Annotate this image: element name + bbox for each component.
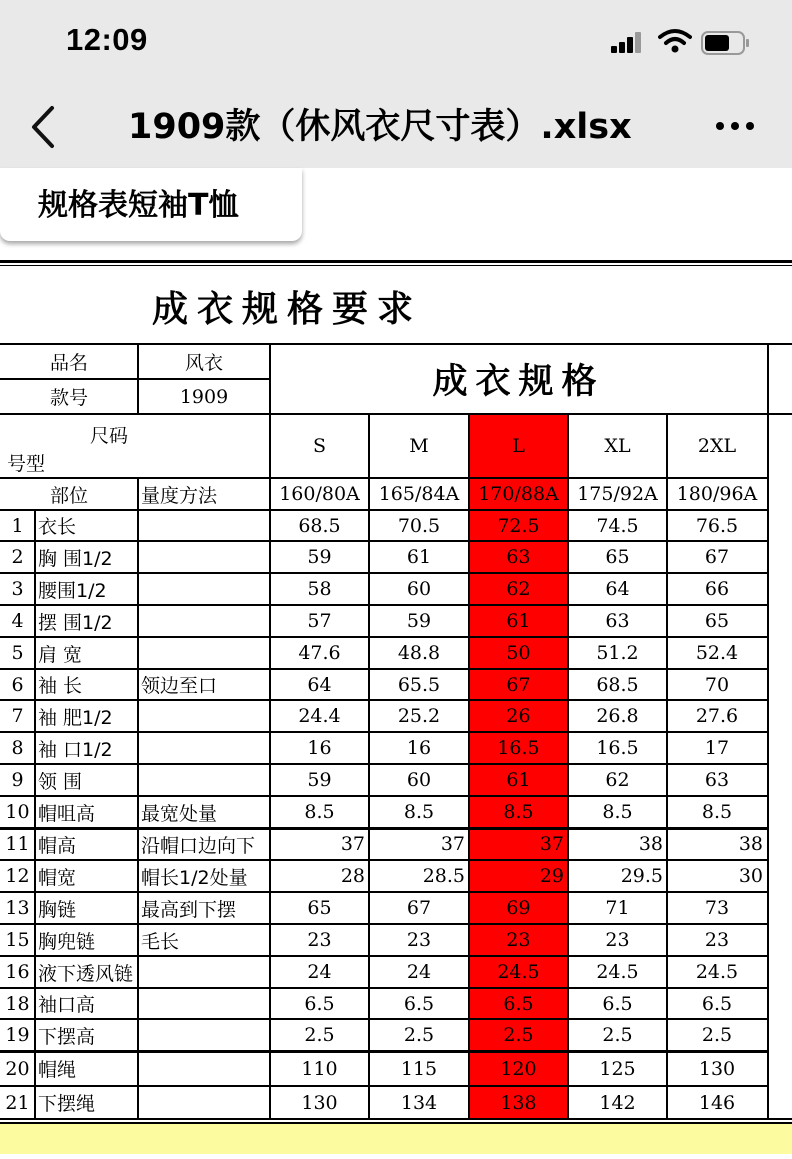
size-value-M[interactable]: 59 xyxy=(406,610,432,632)
size-value-M[interactable]: 2.5 xyxy=(403,1024,435,1046)
grid-line xyxy=(0,795,767,797)
size-value-S[interactable]: 64 xyxy=(307,673,332,696)
grid-line xyxy=(0,1085,767,1087)
size-value-2XL[interactable]: 30 xyxy=(738,865,763,887)
part-name[interactable]: 下摆绳 xyxy=(38,1093,96,1115)
size-value-S[interactable]: 59 xyxy=(307,769,332,791)
product-name-value[interactable]: 风衣 xyxy=(184,352,223,374)
measure-method[interactable] xyxy=(138,700,270,732)
grid-line xyxy=(468,414,470,1119)
size-value-XL[interactable]: 63 xyxy=(605,610,630,632)
measure-method[interactable] xyxy=(138,605,270,637)
size-value-M[interactable]: 65.5 xyxy=(397,673,441,696)
size-value-M[interactable]: 37 xyxy=(440,833,465,855)
size-value-L[interactable]: 29 xyxy=(539,865,564,887)
size-value-XL[interactable]: 38 xyxy=(638,833,663,855)
size-value-2XL[interactable]: 52.4 xyxy=(695,642,739,664)
size-value-M[interactable]: 70.5 xyxy=(397,514,441,537)
size-value-S[interactable]: 8.5 xyxy=(304,801,335,823)
size-value-S[interactable]: 58 xyxy=(307,578,332,600)
size-value-L[interactable]: 61 xyxy=(506,610,531,632)
size-value-S[interactable]: 24 xyxy=(307,961,332,983)
part-name[interactable]: 帽绳 xyxy=(38,1059,77,1081)
measure-method[interactable] xyxy=(138,988,270,1019)
part-label[interactable]: 部位 xyxy=(49,484,88,507)
size-value-XL[interactable]: 125 xyxy=(599,1057,636,1080)
size-value-L[interactable]: 138 xyxy=(500,1091,537,1114)
size-value-L[interactable]: 23 xyxy=(506,929,531,951)
size-value-XL[interactable]: 71 xyxy=(605,897,630,919)
part-name[interactable]: 帽咀高 xyxy=(38,802,96,825)
row-number[interactable]: 10 xyxy=(5,801,30,823)
part-name[interactable]: 胸兜链 xyxy=(38,930,96,953)
size-value-2XL[interactable]: 23 xyxy=(704,929,730,951)
row-number[interactable]: 15 xyxy=(5,929,30,951)
row-number[interactable]: 20 xyxy=(5,1057,30,1080)
grid-line xyxy=(368,414,370,1119)
size-value-M[interactable]: 28.5 xyxy=(422,865,465,887)
size-value-XL[interactable]: 65 xyxy=(605,546,630,568)
size-value-L[interactable]: 62 xyxy=(506,578,531,600)
grid-line xyxy=(0,827,767,830)
size-value-XL[interactable]: 68.5 xyxy=(596,673,639,696)
part-name[interactable]: 下摆高 xyxy=(38,1025,96,1048)
size-value-M[interactable]: 67 xyxy=(406,897,432,919)
part-name[interactable]: 帽高 xyxy=(38,834,77,857)
row-number[interactable]: 18 xyxy=(5,992,30,1015)
measure-method[interactable] xyxy=(138,764,270,796)
measure-method[interactable]: 最宽处量 xyxy=(141,802,218,825)
sheet-title: 成衣规格要求 xyxy=(152,289,423,330)
measure-method[interactable]: 帽长1/2处量 xyxy=(141,866,248,889)
measure-method[interactable] xyxy=(138,1051,270,1086)
row-number[interactable]: 11 xyxy=(5,833,30,855)
measure-method[interactable]: 最高到下摆 xyxy=(141,898,237,921)
body-type-S[interactable]: 160/80A xyxy=(279,483,360,505)
measure-method[interactable] xyxy=(138,541,270,573)
row-number[interactable]: 6 xyxy=(11,673,24,696)
row-number[interactable]: 12 xyxy=(5,865,30,887)
method-label[interactable]: 量度方法 xyxy=(141,484,218,507)
row-number[interactable]: 1 xyxy=(11,514,24,537)
body-type-L[interactable]: 170/88A xyxy=(478,483,559,505)
size-value-2XL[interactable]: 6.5 xyxy=(701,992,733,1015)
size-value-S[interactable]: 65 xyxy=(307,897,332,919)
row-number[interactable]: 7 xyxy=(11,705,24,727)
spec-header[interactable]: 成衣规格 xyxy=(432,362,605,402)
grid-line xyxy=(0,1018,767,1020)
measure-method[interactable] xyxy=(138,1086,270,1119)
measure-method[interactable] xyxy=(138,637,270,669)
size-value-XL[interactable]: 26.8 xyxy=(596,705,639,727)
measure-method[interactable] xyxy=(138,573,270,605)
size-value-S[interactable]: 2.5 xyxy=(304,1024,335,1046)
size-value-S[interactable]: 68.5 xyxy=(298,514,341,537)
size-label[interactable]: 尺码 xyxy=(89,424,128,447)
size-M[interactable]: M xyxy=(409,435,429,457)
grid-line xyxy=(567,414,569,1119)
size-value-L[interactable]: 37 xyxy=(539,833,564,855)
size-value-M[interactable]: 60 xyxy=(406,769,432,791)
size-value-M[interactable]: 61 xyxy=(406,546,432,568)
part-name[interactable]: 袖口高 xyxy=(38,994,96,1016)
size-value-XL[interactable]: 24.5 xyxy=(596,961,639,983)
size-value-M[interactable]: 60 xyxy=(406,578,432,600)
part-name[interactable]: 胸链 xyxy=(38,898,77,921)
body-type-XL[interactable]: 175/92A xyxy=(577,483,658,505)
size-value-M[interactable]: 8.5 xyxy=(403,801,435,823)
measure-method[interactable] xyxy=(138,510,270,541)
yellow-footer-row xyxy=(0,1122,792,1154)
part-name[interactable]: 袖 长 xyxy=(38,675,83,697)
size-value-S[interactable]: 130 xyxy=(301,1091,338,1114)
size-value-2XL[interactable]: 70 xyxy=(704,673,730,696)
size-value-L[interactable]: 6.5 xyxy=(503,992,534,1015)
row-number[interactable]: 13 xyxy=(5,897,30,919)
grid-line xyxy=(0,636,767,638)
grid-line xyxy=(0,477,270,479)
part-name[interactable]: 摆 围1/2 xyxy=(38,611,113,634)
size-value-L[interactable]: 69 xyxy=(506,897,531,919)
size-2XL[interactable]: 2XL xyxy=(697,435,737,457)
size-value-L[interactable]: 61 xyxy=(506,769,531,791)
size-XL[interactable]: XL xyxy=(604,435,631,457)
grid-line xyxy=(0,731,767,733)
grid-line xyxy=(0,891,767,893)
size-value-XL[interactable]: 6.5 xyxy=(602,992,633,1015)
size-value-M[interactable]: 48.8 xyxy=(397,642,441,664)
measure-method[interactable] xyxy=(138,1019,270,1051)
size-value-L[interactable]: 120 xyxy=(500,1057,537,1080)
style-no-value[interactable]: 1909 xyxy=(179,385,229,408)
part-name[interactable]: 领 围 xyxy=(38,770,83,793)
size-value-2XL[interactable]: 66 xyxy=(704,578,730,600)
size-value-L[interactable]: 24.5 xyxy=(497,961,540,983)
divider xyxy=(0,260,792,263)
grid-line xyxy=(0,668,767,670)
measure-method[interactable]: 领边至口 xyxy=(141,675,218,697)
grid-line xyxy=(0,699,767,701)
grid-line xyxy=(0,343,792,345)
size-value-S[interactable]: 24.4 xyxy=(298,705,341,727)
part-name[interactable]: 袖 口1/2 xyxy=(38,738,113,761)
size-value-S[interactable]: 110 xyxy=(301,1057,338,1080)
size-value-L[interactable]: 72.5 xyxy=(497,514,540,537)
size-value-2XL[interactable]: 17 xyxy=(704,737,730,759)
size-value-S[interactable]: 28 xyxy=(340,865,365,887)
size-value-XL[interactable]: 23 xyxy=(605,929,630,951)
size-value-M[interactable]: 16 xyxy=(406,737,432,759)
measure-method[interactable]: 沿帽口边向下 xyxy=(141,834,256,857)
grid-line xyxy=(137,344,139,414)
size-value-XL[interactable]: 16.5 xyxy=(596,737,639,759)
size-value-2XL[interactable]: 8.5 xyxy=(701,801,733,823)
measure-method[interactable]: 毛长 xyxy=(141,930,180,953)
app-header xyxy=(0,0,792,168)
row-number[interactable]: 2 xyxy=(11,546,24,568)
cellular-signal-icon xyxy=(611,31,645,53)
measure-method[interactable] xyxy=(138,732,270,764)
row-number[interactable]: 19 xyxy=(5,1024,30,1046)
size-value-2XL[interactable]: 27.6 xyxy=(695,705,739,727)
size-value-2XL[interactable]: 65 xyxy=(704,610,730,632)
part-name[interactable]: 袖 肥1/2 xyxy=(38,706,113,729)
size-value-M[interactable]: 23 xyxy=(406,929,432,951)
size-value-2XL[interactable]: 130 xyxy=(698,1057,736,1080)
row-number[interactable]: 5 xyxy=(11,642,24,664)
grid-line xyxy=(0,572,767,574)
size-value-S[interactable]: 37 xyxy=(340,833,365,855)
size-value-2XL[interactable]: 76.5 xyxy=(695,514,739,537)
size-value-M[interactable]: 25.2 xyxy=(397,705,441,727)
size-value-XL[interactable]: 64 xyxy=(605,578,630,600)
grid-line xyxy=(767,344,769,1119)
size-value-XL[interactable]: 142 xyxy=(599,1091,636,1114)
row-number[interactable]: 9 xyxy=(11,769,24,791)
part-name[interactable]: 肩 宽 xyxy=(38,643,83,666)
grid-line xyxy=(0,987,767,989)
size-value-XL[interactable]: 2.5 xyxy=(602,1024,633,1046)
size-value-XL[interactable]: 74.5 xyxy=(596,514,639,537)
size-value-S[interactable]: 59 xyxy=(307,546,332,568)
size-value-M[interactable]: 134 xyxy=(400,1091,438,1114)
battery-icon xyxy=(701,31,751,55)
size-value-2XL[interactable]: 63 xyxy=(704,769,730,791)
row-number[interactable]: 8 xyxy=(11,737,24,759)
grid-line xyxy=(270,477,767,479)
row-number[interactable]: 16 xyxy=(5,961,30,983)
style-no-label[interactable]: 款号 xyxy=(49,387,88,409)
size-value-L[interactable]: 26 xyxy=(506,705,531,727)
size-value-2XL[interactable]: 146 xyxy=(698,1091,736,1114)
size-value-L[interactable]: 2.5 xyxy=(503,1024,534,1046)
grid-line xyxy=(0,923,767,925)
part-name[interactable]: 胸 围1/2 xyxy=(38,547,113,570)
status-time: 12:09 xyxy=(66,22,148,57)
grid-line xyxy=(0,1050,767,1053)
size-value-M[interactable]: 115 xyxy=(400,1057,438,1080)
grid-line xyxy=(0,763,767,765)
grid-line xyxy=(137,478,139,1119)
product-name-label[interactable]: 品名 xyxy=(49,352,88,374)
part-name[interactable]: 液下透风链 xyxy=(38,962,134,985)
part-name[interactable]: 帽宽 xyxy=(38,866,77,889)
grid-line xyxy=(269,344,271,1119)
size-value-S[interactable]: 23 xyxy=(307,929,332,951)
grid-line xyxy=(0,413,792,415)
document-title: 1909款（休风衣尺寸表）.xlsx xyxy=(128,107,632,147)
sheet-tab[interactable]: 规格表短袖T恤 xyxy=(0,168,302,241)
size-value-S[interactable]: 16 xyxy=(307,737,332,759)
size-value-XL[interactable]: 51.2 xyxy=(596,642,639,664)
row-number[interactable]: 4 xyxy=(11,610,24,632)
size-value-XL[interactable]: 8.5 xyxy=(602,801,633,823)
grid-line xyxy=(0,378,270,380)
grid-line xyxy=(0,955,767,957)
size-value-2XL[interactable]: 2.5 xyxy=(701,1024,733,1046)
measure-method[interactable] xyxy=(138,956,270,988)
size-value-2XL[interactable]: 73 xyxy=(704,897,730,919)
grid-line xyxy=(0,1118,792,1120)
grid-line xyxy=(0,859,767,861)
row-number[interactable]: 21 xyxy=(5,1091,30,1114)
part-name[interactable]: 腰围1/2 xyxy=(38,579,107,602)
type-label[interactable]: 号型 xyxy=(7,452,46,475)
body-type-M[interactable]: 165/84A xyxy=(378,483,460,505)
size-value-L[interactable]: 63 xyxy=(506,546,531,568)
spreadsheet[interactable] xyxy=(0,241,792,1159)
part-name[interactable]: 衣长 xyxy=(38,516,77,538)
grid-line xyxy=(34,510,36,1119)
wifi-icon xyxy=(658,28,692,54)
grid-line xyxy=(0,540,767,542)
grid-line xyxy=(0,604,767,606)
size-S[interactable]: S xyxy=(312,435,327,457)
row-number[interactable]: 3 xyxy=(11,578,24,600)
size-value-2XL[interactable]: 38 xyxy=(738,833,763,855)
size-value-2XL[interactable]: 67 xyxy=(704,546,730,568)
chevron-left-icon[interactable] xyxy=(28,100,62,154)
grid-line xyxy=(0,509,767,511)
size-L[interactable]: L xyxy=(512,435,525,457)
size-value-L[interactable]: 8.5 xyxy=(503,801,534,823)
divider xyxy=(0,265,792,266)
size-value-XL[interactable]: 29.5 xyxy=(620,865,663,887)
size-value-L[interactable]: 67 xyxy=(506,673,531,696)
size-value-M[interactable]: 6.5 xyxy=(403,992,435,1015)
size-value-S[interactable]: 47.6 xyxy=(298,642,341,664)
size-value-L[interactable]: 50 xyxy=(506,642,531,664)
size-value-M[interactable]: 24 xyxy=(406,961,432,983)
body-type-2XL[interactable]: 180/96A xyxy=(676,483,758,505)
size-value-S[interactable]: 57 xyxy=(307,610,332,632)
ellipsis-icon[interactable] xyxy=(712,114,758,138)
size-value-L[interactable]: 16.5 xyxy=(497,737,540,759)
size-value-XL[interactable]: 62 xyxy=(605,769,630,791)
size-value-2XL[interactable]: 24.5 xyxy=(695,961,739,983)
grid-line xyxy=(666,414,668,1119)
size-value-S[interactable]: 6.5 xyxy=(304,992,335,1015)
